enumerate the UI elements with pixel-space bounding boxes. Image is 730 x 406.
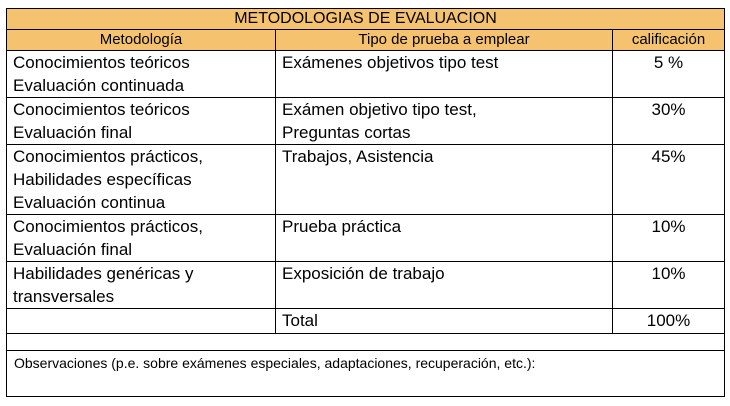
methodology-line: Conocimientos prácticos, (13, 217, 203, 236)
grade-cell: 30% (613, 98, 725, 145)
blank-row (7, 334, 725, 351)
total-row (7, 309, 725, 334)
total-empty-cell (7, 309, 276, 334)
grade-cell: 10% (613, 215, 725, 262)
table-row (7, 262, 725, 309)
evaluation-methods-table (6, 8, 725, 397)
grade-cell: 5 % (613, 51, 725, 98)
methodology-line: Evaluación continua (13, 193, 166, 212)
title-row (7, 9, 725, 30)
test-type-line: Trabajos, Asistencia (282, 147, 434, 166)
observations-row (7, 351, 725, 397)
table-title: METODOLOGIAS DE EVALUACION (7, 9, 725, 30)
methodology-line: Habilidades específicas (13, 170, 192, 189)
test-type-line: Preguntas cortas (282, 123, 411, 142)
table-row (7, 98, 725, 145)
test-type-cell (276, 98, 613, 145)
header-test-type: Tipo de prueba a emplear (276, 30, 613, 51)
grade-cell: 45% (613, 145, 725, 215)
test-type-line: Prueba práctica (282, 217, 402, 236)
test-type-line: Exposición de trabajo (282, 264, 445, 283)
methodology-line: Evaluación continuada (13, 76, 185, 95)
total-grade: 100% (613, 309, 725, 334)
table-row (7, 51, 725, 98)
methodology-line: Conocimientos teóricos (13, 53, 190, 72)
test-type-line: Exámenes objetivos tipo test (282, 53, 499, 72)
grade-cell: 10% (613, 262, 725, 309)
test-type-line: Exámen objetivo tipo test, (282, 100, 477, 119)
total-label: Total (276, 309, 613, 334)
test-type-cell (276, 51, 613, 98)
methodology-cell (7, 51, 276, 98)
methodology-line: Evaluación final (13, 123, 133, 142)
methodology-line: Evaluación final (13, 240, 133, 259)
header-grade: calificación (613, 30, 725, 51)
methodology-cell (7, 262, 276, 309)
blank-cell (7, 334, 725, 351)
methodology-line: Conocimientos teóricos (13, 100, 190, 119)
methodology-cell (7, 145, 276, 215)
methodology-cell (7, 98, 276, 145)
test-type-cell (276, 262, 613, 309)
test-type-cell (276, 215, 613, 262)
header-methodology: Metodología (7, 30, 276, 51)
methodology-line: transversales (13, 287, 115, 306)
header-row (7, 30, 725, 51)
methodology-line: Conocimientos prácticos, (13, 147, 203, 166)
methodology-line: Habilidades genéricas y (13, 264, 194, 283)
test-type-cell (276, 145, 613, 215)
observations-text: Observaciones (p.e. sobre exámenes especiales, adaptaciones, recuperación, etc.): (7, 351, 725, 397)
table-row (7, 145, 725, 215)
table-row (7, 215, 725, 262)
methodology-cell (7, 215, 276, 262)
